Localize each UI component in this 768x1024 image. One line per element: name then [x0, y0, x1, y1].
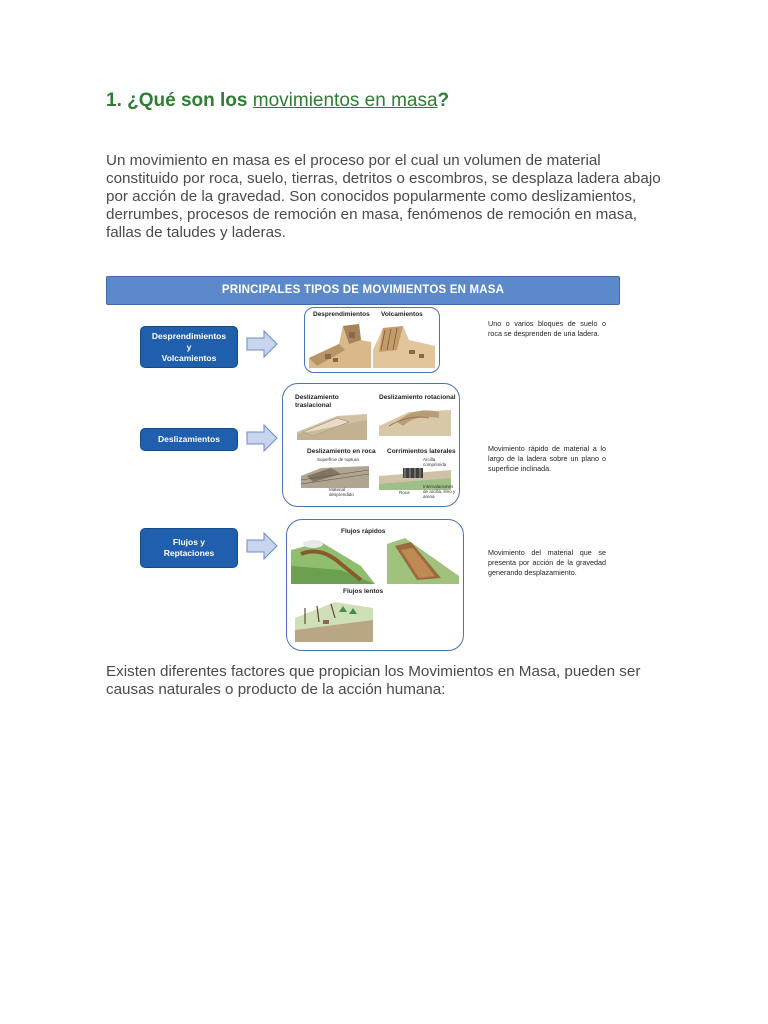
- image-caption: Corrimientos laterales: [387, 448, 456, 455]
- slow-flow-illustration: [295, 598, 373, 642]
- image-caption: Volcamientos: [381, 311, 423, 318]
- image-caption: Flujos rápidos: [341, 528, 386, 535]
- rotational-slide-illustration: [379, 404, 451, 436]
- annotation: Roca: [399, 490, 410, 495]
- type-flujos: Flujos y Reptaciones: [140, 528, 238, 568]
- heading-link[interactable]: movimientos en masa: [252, 90, 438, 111]
- heading-prefix: 1. ¿Qué son los: [106, 90, 253, 111]
- toppling-illustration: [373, 320, 435, 368]
- arrow-right-icon: [246, 424, 278, 452]
- image-caption: Desprendimientos: [313, 311, 370, 318]
- type-deslizamientos: Deslizamientos: [140, 428, 238, 451]
- image-caption: Deslizamiento en roca: [307, 448, 376, 455]
- rockfall-illustration: [309, 320, 371, 368]
- description-desprendimientos: Uno o varios bloques de suelo o roca se desprenden de una ladera.: [488, 319, 606, 338]
- annotation: Intercalaciones de arcilla, limo y arena: [423, 484, 456, 499]
- description-deslizamientos: Movimiento rápido de material a lo largo de la ladera sobre un plano o superficie inclinada.: [488, 444, 606, 473]
- image-caption: Flujos lentos: [343, 588, 384, 595]
- panel-deslizamientos: [282, 383, 460, 507]
- figure-title: PRINCIPALES TIPOS DE MOVIMIENTOS EN MASA: [106, 276, 620, 305]
- annotation: Arcilla comprimida: [423, 457, 447, 467]
- panel-desprendimientos: [304, 307, 440, 373]
- image-caption: Deslizamiento traslacional: [295, 394, 339, 409]
- type-desprendimientos: Desprendimientos y Volcamientos: [140, 326, 238, 368]
- panel-flujos: [286, 519, 464, 651]
- rock-slide-illustration: [301, 462, 369, 488]
- description-flujos: Movimiento del material que se presenta por acción de la gravedad generando desplazamiento.: [488, 548, 606, 577]
- translational-slide-illustration: [297, 412, 367, 440]
- rapid-flow-illustration: [291, 536, 459, 584]
- image-caption: Deslizamiento rotacional: [379, 394, 456, 401]
- arrow-right-icon: [246, 330, 278, 358]
- annotation: Material desprendido: [329, 487, 354, 497]
- intro-paragraph: Un movimiento en masa es el proceso por el cual un volumen de material constituido por roca, suelo, tierras, detritos o escombros, se desplaza ladera abajo por acción de la gravedad. Son conocidos popularmente como deslizamientos, derrumbes, procesos de remoción en masa, fenómenos de remoción en masa, fallas de taludes y laderas.: [106, 152, 661, 241]
- annotation: Superficie de ruptura: [317, 457, 359, 462]
- mass-movement-figure: [106, 276, 626, 656]
- factors-paragraph: Existen diferentes factores que propician los Movimientos en Masa, pueden ser causas naturales o producto de la acción humana:: [106, 663, 641, 698]
- heading-suffix: ?: [437, 90, 450, 111]
- section-heading: [106, 90, 449, 112]
- arrow-right-icon: [246, 532, 278, 560]
